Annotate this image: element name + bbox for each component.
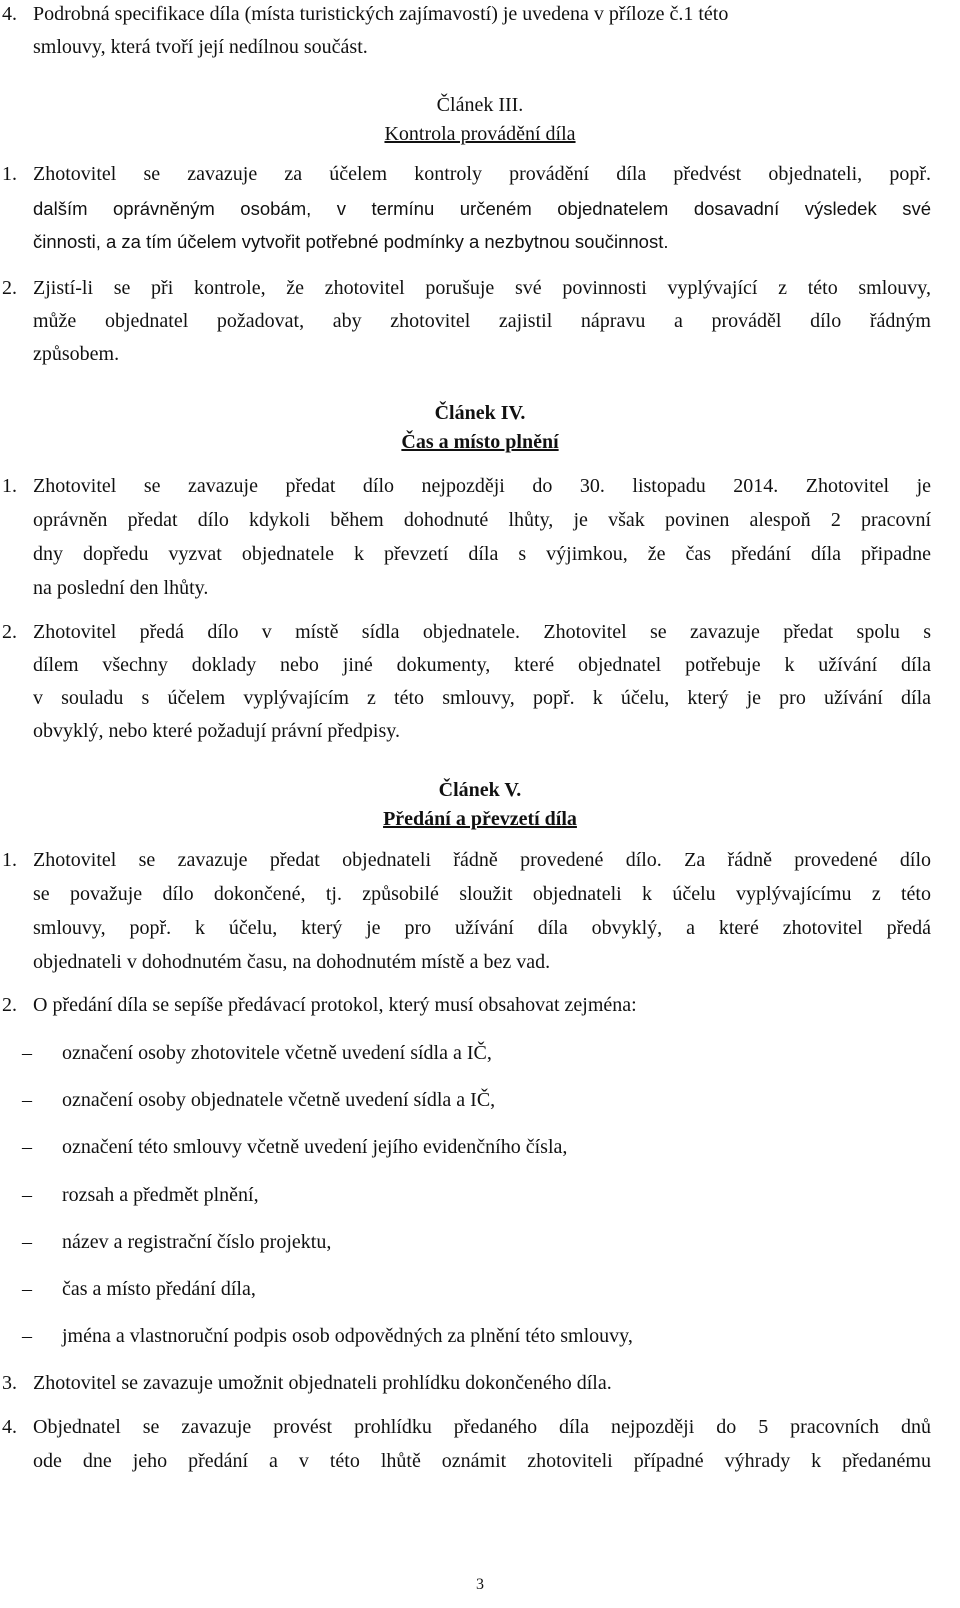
dash-icon: – [22, 1089, 32, 1111]
item-line: na poslední den lhůty. [33, 577, 209, 599]
list-item-text: rozsah a předmět plnění, [62, 1184, 259, 1206]
item-line: činnosti, a za tím účelem vytvořit potřebné podmínky a nezbytnou součinnost. [33, 231, 669, 252]
item-line: objednateli v dohodnutém času, na dohodnutém místě a bez vad. [33, 951, 551, 973]
item-line: Zhotovitel se zavazuje předat objednateli řádně provedené dílo. Za řádně provedené dílo [33, 849, 931, 871]
item-number: 2. [2, 994, 17, 1016]
item-line: dalším oprávněným osobám, v termínu určeném objednatelem dosavadní výsledek své [33, 198, 931, 219]
article-5-title: Článek V. [438, 779, 522, 801]
item-line: v souladu s účelem vyplývajícím z této smlouvy, popř. k účelu, který je pro užívání díla [33, 687, 931, 709]
list-item-text: název a registrační číslo projektu, [62, 1231, 332, 1253]
item-line: se považuje dílo dokončené, tj. způsobilé sloužit objednateli k účelu vyplývajícímu z této [33, 883, 931, 905]
intro-item-line-1: Podrobná specifikace díla (místa turistických zajímavostí) je uvedena v příloze č.1 této [33, 3, 729, 25]
dash-icon: – [22, 1278, 32, 1300]
list-item-text: označení osoby zhotovitele včetně uvedení sídla a IČ, [62, 1042, 492, 1064]
list-item-text: jména a vlastnoruční podpis osob odpovědných za plnění této smlouvy, [62, 1325, 633, 1347]
intro-item-number: 4. [2, 3, 17, 25]
list-item-text: čas a místo předání díla, [62, 1278, 256, 1300]
item-line: Zhotovitel předá dílo v místě sídla objednatele. Zhotovitel se zavazuje předat spolu s [33, 621, 931, 643]
dash-icon: – [22, 1325, 32, 1347]
article-3-title: Článek III. [436, 94, 524, 116]
item-line: Zjistí-li se při kontrole, že zhotovitel porušuje své povinnosti vyplývající z této smlouvy, [33, 277, 931, 299]
item-line: obvyklý, nebo které požadují právní předpisy. [33, 720, 400, 742]
item-line: dílem všechny doklady nebo jiné dokumenty, které objednatel potřebuje k užívání díla [33, 654, 931, 676]
dash-icon: – [22, 1231, 32, 1253]
item-number: 2. [2, 277, 17, 299]
item-line: Zhotovitel se zavazuje předat dílo nejpozději do 30. listopadu 2014. Zhotovitel je [33, 475, 931, 497]
item-number: 1. [2, 475, 17, 497]
article-4-heading: Čas a místo plnění [401, 431, 559, 453]
item-number: 2. [2, 621, 17, 643]
dash-icon: – [22, 1136, 32, 1158]
article-4-title: Článek IV. [434, 402, 526, 424]
item-line: Zhotovitel se zavazuje za účelem kontroly provádění díla předvést objednateli, popř. [33, 163, 931, 185]
intro-item-line-2: smlouvy, která tvoří její nedílnou součást. [33, 36, 368, 58]
article-5-heading: Předání a převzetí díla [383, 808, 577, 830]
article-3-heading: Kontrola provádění díla [384, 123, 576, 145]
item-number: 1. [2, 163, 17, 185]
item-number: 1. [2, 849, 17, 871]
list-item-text: označení této smlouvy včetně uvedení jejího evidenčního čísla, [62, 1136, 568, 1158]
item-line: způsobem. [33, 343, 120, 365]
page-number: 3 [476, 1576, 484, 1593]
item-number: 4. [2, 1416, 17, 1438]
item-line: dny dopředu vyzvat objednatele k převzetí díla s výjimkou, že čas předání díla připadne [33, 543, 931, 565]
item-line: ode dne jeho předání a v této lhůtě oznámit zhotoviteli případné výhrady k předanému [33, 1450, 931, 1472]
item-line: Objednatel se zavazuje provést prohlídku předaného díla nejpozději do 5 pracovních dnů [33, 1416, 931, 1438]
item-line: oprávněn předat dílo kdykoli během dohodnuté lhůty, je však povinen alespoň 2 pracovní [33, 509, 931, 531]
item-line: Zhotovitel se zavazuje umožnit objednateli prohlídku dokončeného díla. [33, 1372, 612, 1394]
item-line: smlouvy, popř. k účelu, který je pro užívání díla obvyklý, a které zhotovitel předá [33, 917, 931, 939]
item-number: 3. [2, 1372, 17, 1394]
list-item-text: označení osoby objednatele včetně uvedení sídla a IČ, [62, 1089, 496, 1111]
dash-icon: – [22, 1042, 32, 1064]
item-line: může objednatel požadovat, aby zhotovitel zajistil nápravu a prováděl dílo řádným [33, 310, 931, 332]
item-line: O předání díla se sepíše předávací protokol, který musí obsahovat zejména: [33, 994, 637, 1016]
dash-icon: – [22, 1184, 32, 1206]
